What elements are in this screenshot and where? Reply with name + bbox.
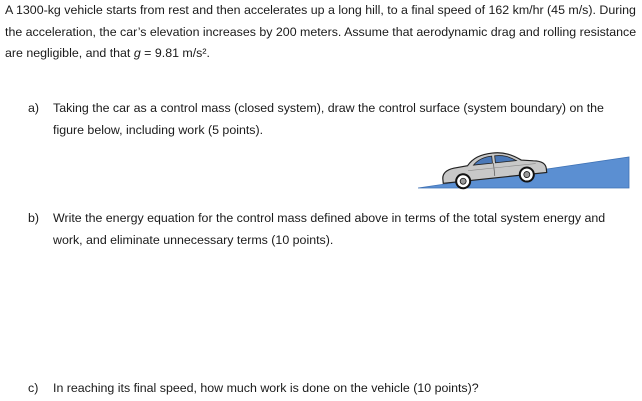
question-c: [28, 378, 632, 400]
intro-text: A 1300-kg vehicle starts from rest and then accelerates up a long hill, to a final speed of 162 km/hr (45 m/s). During the acceleration, the car’s elevation increases by 200 meters. Assume that aerodynamic drag and rolling resistance are negligible, and that: [5, 3, 637, 60]
gravity-symbol: g: [133, 46, 141, 60]
question-b-text: Write the energy equation for the control mass defined above in terms of the total system energy and work, and eliminate unnecessary terms (10 points).: [53, 211, 606, 247]
rear-wheel-icon: [519, 167, 534, 182]
question-b-label: b): [28, 211, 40, 225]
question-c-text: In reaching its final speed, how much work is done on the vehicle (10 points)?: [53, 381, 479, 395]
question-c-label: c): [28, 381, 39, 395]
question-b: [28, 208, 632, 251]
question-a-label: a): [28, 101, 40, 115]
car-on-hill-figure: [418, 145, 630, 190]
question-a: [28, 98, 632, 141]
problem-statement: [5, 0, 637, 65]
car-on-hill-svg: [418, 145, 630, 190]
front-wheel-icon: [455, 174, 470, 189]
question-a-text: Taking the car as a control mass (closed system), draw the control surface (system boundary) on the figure below, including work (5 points).: [53, 101, 604, 137]
intro-text-end: = 9.81 m/s².: [140, 46, 210, 60]
